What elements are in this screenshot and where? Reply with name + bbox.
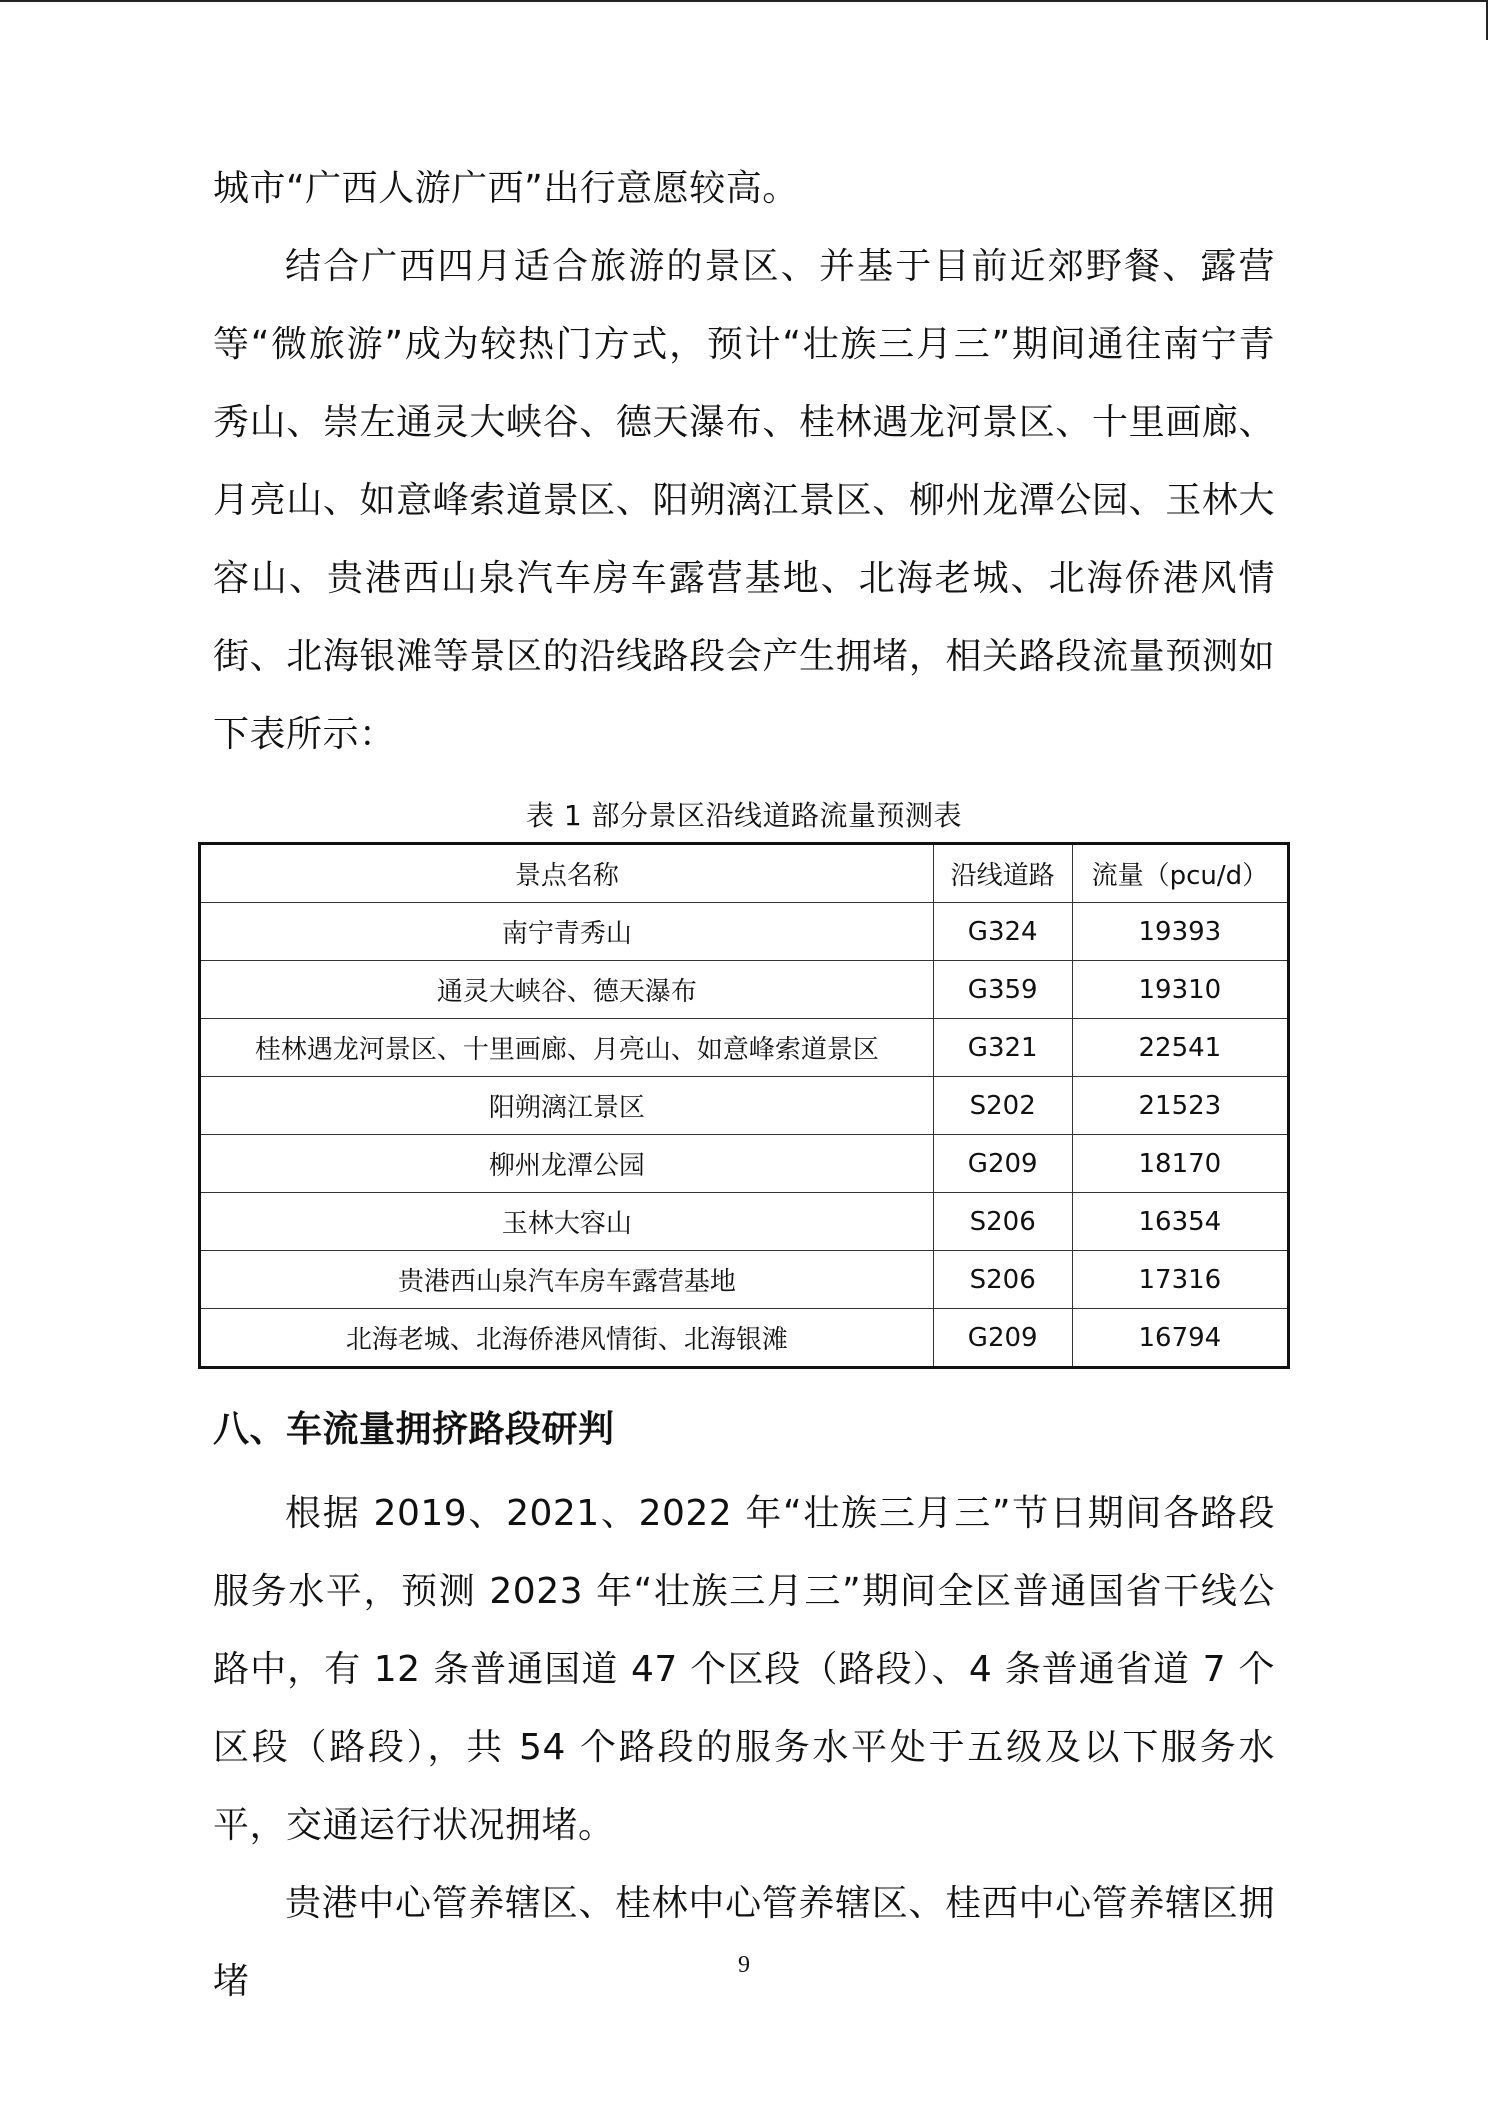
cell-road: G209 [933, 1135, 1072, 1193]
top-border-line [0, 0, 1488, 2]
table-row [200, 1193, 1289, 1251]
cell-traffic-flow: 16354 [1072, 1193, 1288, 1251]
cell-scenic-spot: 桂林遇龙河景区、十里画廊、月亮山、如意峰索道景区 [200, 1019, 934, 1077]
table-caption: 表 1 部分景区沿线道路流量预测表 [525, 799, 963, 832]
cell-traffic-flow: 16794 [1072, 1309, 1288, 1368]
paragraph-1: 城市“广西人游广西”出行意愿较高。 [213, 168, 799, 209]
cell-road: G324 [933, 903, 1072, 961]
table-header-row [200, 844, 1289, 903]
cell-road: S206 [933, 1193, 1072, 1251]
table-row [200, 961, 1289, 1019]
cell-road: G209 [933, 1309, 1072, 1368]
cell-scenic-spot: 北海老城、北海侨港风情街、北海银滩 [200, 1309, 934, 1368]
paragraph-2: 结合广西四月适合旅游的景区、并基于目前近郊野餐、露营等“微旅游”成为较热门方式，预计“壮族三月三”期间通往南宁青秀山、崇左通灵大峡谷、德天瀑布、桂林遇龙河景区、十里画廊、月亮山、如意峰索道景区、阳朔漓江景区、柳州龙潭公园、玉林大容山、贵港西山泉汽车房车露营基地、北海老城、北海侨港风情街、北海银滩等景区的沿线路段会产生拥堵，相关路段流量预测如下表所示： [213, 246, 1275, 755]
cell-road: S206 [933, 1251, 1072, 1309]
table-row [200, 1309, 1289, 1368]
cell-traffic-flow: 18170 [1072, 1135, 1288, 1193]
cell-traffic-flow: 19393 [1072, 903, 1288, 961]
header-scenic-spot: 景点名称 [200, 844, 934, 903]
paragraph-3: 根据 2019、2021、2022 年“壮族三月三”节日期间各路段服务水平，预测 2023 年“壮族三月三”期间全区普通国省干线公路中，有 12 条普通国道 47 个区段（路段）、4 条普通省道 7 个区段（路段），共 54 个路段的服务水平处于五级及以下服务水平，交通运行状况拥堵。 [213, 1493, 1275, 1846]
page-number: 9 [738, 1952, 750, 1978]
cell-road: G359 [933, 961, 1072, 1019]
page-content [213, 150, 1275, 2021]
cell-traffic-flow: 17316 [1072, 1251, 1288, 1309]
cell-scenic-spot: 通灵大峡谷、德天瀑布 [200, 961, 934, 1019]
cell-scenic-spot: 贵港西山泉汽车房车露营基地 [200, 1251, 934, 1309]
cell-road: S202 [933, 1077, 1072, 1135]
cell-traffic-flow: 21523 [1072, 1077, 1288, 1135]
cell-scenic-spot: 玉林大容山 [200, 1193, 934, 1251]
cell-scenic-spot: 南宁青秀山 [200, 903, 934, 961]
cell-traffic-flow: 22541 [1072, 1019, 1288, 1077]
traffic-forecast-table [198, 842, 1290, 1369]
paragraph-4: 贵港中心管养辖区、桂林中心管养辖区、桂西中心管养辖区拥堵 [213, 1883, 1275, 2002]
section-heading: 八、车流量拥挤路段研判 [213, 1409, 615, 1450]
table-row [200, 1251, 1289, 1309]
table-row [200, 1077, 1289, 1135]
cell-road: G321 [933, 1019, 1072, 1077]
header-traffic-flow: 流量（pcu/d） [1072, 844, 1288, 903]
cell-scenic-spot: 柳州龙潭公园 [200, 1135, 934, 1193]
header-road: 沿线道路 [933, 844, 1072, 903]
table-row [200, 1135, 1289, 1193]
cell-traffic-flow: 19310 [1072, 961, 1288, 1019]
table-row [200, 1019, 1289, 1077]
table-row [200, 903, 1289, 961]
cell-scenic-spot: 阳朔漓江景区 [200, 1077, 934, 1135]
